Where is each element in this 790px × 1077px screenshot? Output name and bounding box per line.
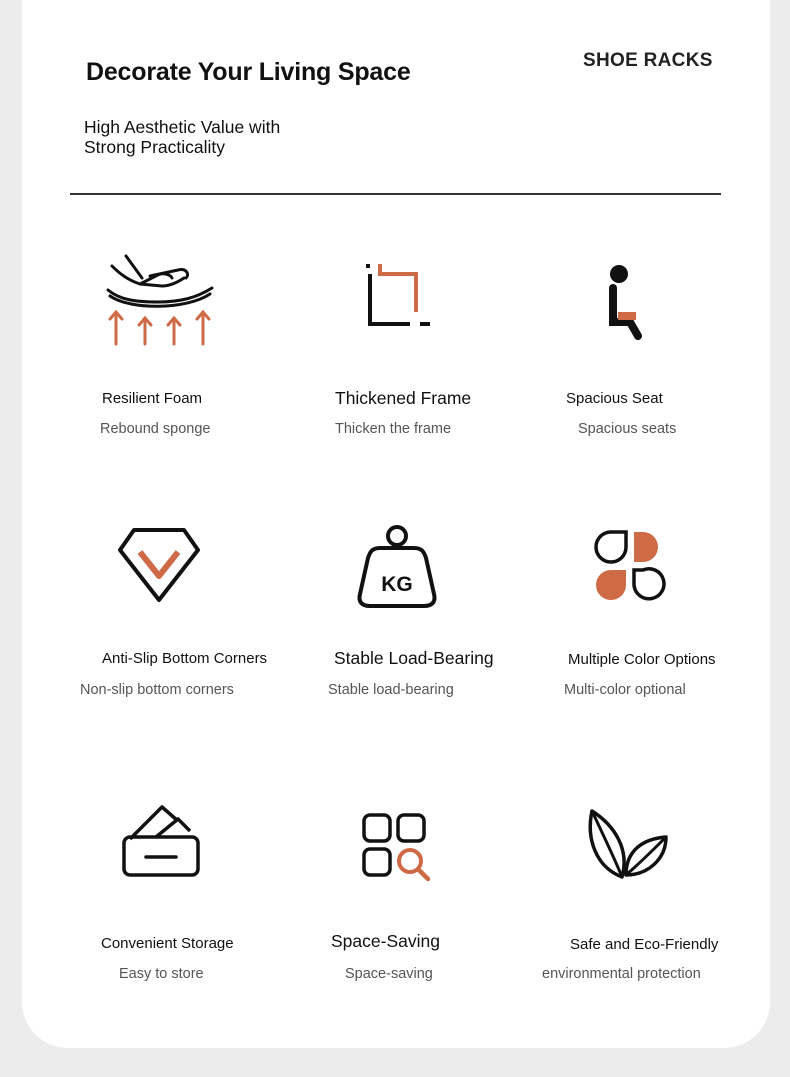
feature-spacious-seat: [526, 240, 766, 470]
feature-storage: [40, 795, 280, 1025]
feature-name: Stable Load-Bearing: [334, 648, 494, 668]
feature-name: Convenient Storage: [101, 935, 234, 952]
brand-label: SHOE RACKS: [583, 50, 713, 71]
feature-desc: Multi-color optional: [564, 682, 686, 698]
feature-desc: Thicken the frame: [335, 421, 452, 437]
feature-desc: environmental protection: [542, 966, 701, 982]
svg-text:KG: KG: [381, 573, 413, 596]
feature-name: Spacious Seat: [566, 390, 663, 407]
seated-person-icon: [526, 240, 766, 360]
feature-resilient-foam: [40, 240, 280, 470]
storage-box-icon: [40, 795, 280, 915]
feature-name: Anti-Slip Bottom Corners: [102, 650, 268, 667]
feature-load-bearing: [280, 510, 520, 740]
page-subtitle: High Aesthetic Value with Strong Practicality: [84, 117, 281, 157]
diamond-check-icon: [40, 510, 280, 630]
feature-desc: Rebound sponge: [100, 421, 211, 437]
feature-color-options: [526, 510, 766, 740]
feature-name: Space-Saving: [331, 931, 440, 951]
feature-space-saving: [280, 795, 520, 1025]
feature-anti-slip: [40, 510, 280, 740]
header-divider: [70, 193, 721, 195]
feature-desc: Spacious seats: [578, 421, 677, 437]
kg-weight-icon: [280, 510, 520, 630]
feature-name: Multiple Color Options: [568, 651, 716, 668]
page-title: Decorate Your Living Space: [86, 58, 411, 86]
feature-desc: Stable load-bearing: [328, 682, 454, 698]
feature-desc: Easy to store: [119, 966, 204, 982]
frame-corner-icon: [280, 240, 520, 360]
hand-press-foam-icon: [40, 240, 280, 360]
grid-search-icon: [280, 795, 520, 915]
feature-name: Resilient Foam: [102, 390, 203, 407]
feature-eco-friendly: [526, 795, 766, 1025]
leaves-icon: [526, 795, 766, 915]
feature-name: Thickened Frame: [335, 388, 472, 408]
feature-name: Safe and Eco-Friendly: [570, 936, 719, 953]
feature-desc: Non-slip bottom corners: [80, 682, 234, 698]
feature-thickened-frame: [280, 240, 520, 470]
color-petals-icon: [526, 510, 766, 630]
feature-desc: Space-saving: [345, 966, 433, 982]
